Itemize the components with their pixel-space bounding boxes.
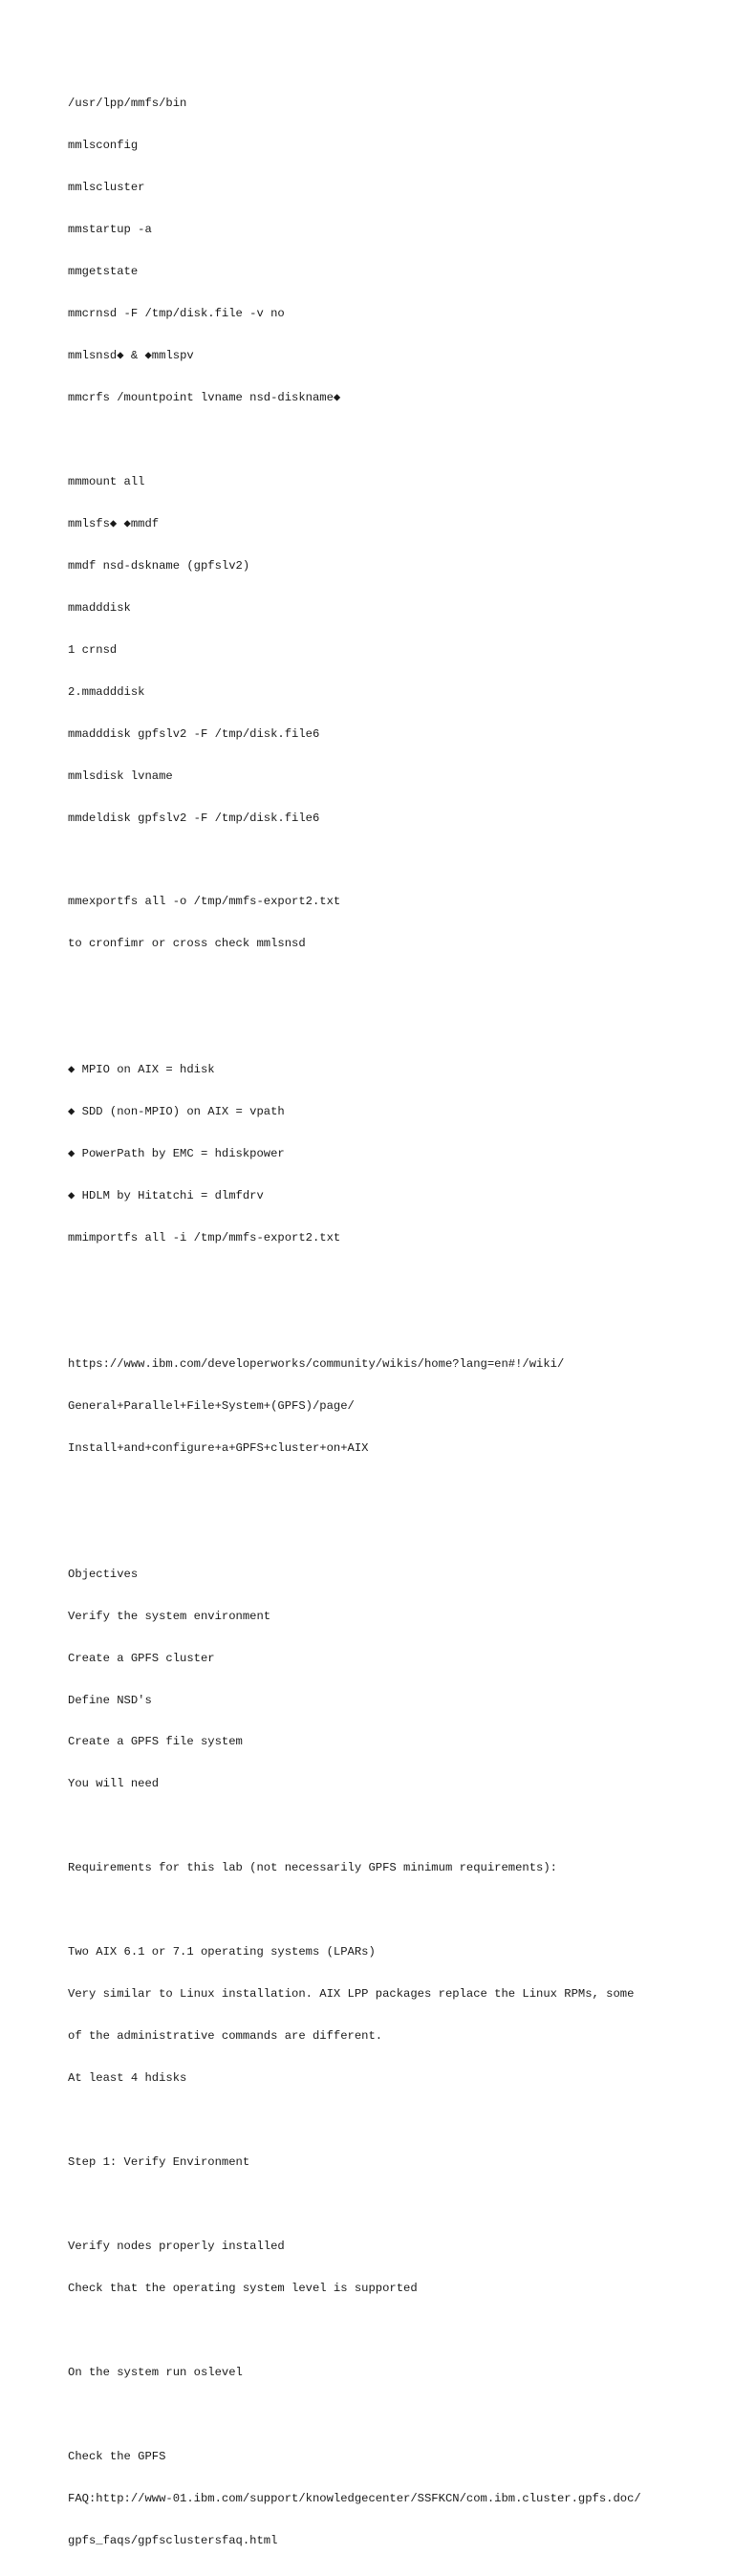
text-line: Create a GPFS cluster [68,1651,215,1665]
text-line: Define NSD's [68,1693,152,1707]
text-line: 2.mmadddisk [68,684,145,699]
text-line: mmlsfs◆ ◆mmdf [68,516,160,530]
blank-line [68,2324,699,2338]
text-line: mmlsdisk lvname [68,768,173,783]
text-line: Requirements for this lab (not necessarily GPFS minimum requirements): [68,1861,557,1875]
text-line: ◆ HDLM by Hitatchi = dlmfdrv [68,1189,264,1203]
url-line: General+Parallel+File+System+(GPFS)/page/ [68,1398,355,1413]
text-line: On the system run oslevel [68,2365,243,2379]
text-line: mmcrfs /mountpoint lvname nsd-diskname◆ [68,390,341,404]
text-line: mmexportfs all -o /tmp/mmfs-export2.txt [68,895,341,909]
text-line: Very similar to Linux installation. AIX LPP packages replace the Linux RPMs, some [68,1987,635,2002]
blank-line [68,853,699,867]
text-line: mmgetstate [68,265,139,279]
blank-line [68,2408,699,2422]
blank-line [68,2197,699,2212]
blank-line [68,1021,699,1035]
text-line: mmdeldisk gpfslv2 -F /tmp/disk.file6 [68,811,320,825]
text-line: ◆ SDD (non-MPIO) on AIX = vpath [68,1105,285,1119]
text-line: mmmount all [68,474,145,488]
text-line: of the administrative commands are different. [68,2029,383,2044]
url-line: https://www.ibm.com/developerworks/community/wikis/home?lang=en#!/wiki/ [68,1356,565,1371]
text-line: mmlscluster [68,181,145,195]
text-line: Verify nodes properly installed [68,2239,285,2253]
url-line: FAQ:http://www-01.ibm.com/support/knowledgecenter/SSFKCN/com.ibm.cluster.gpfs.doc/ [68,2491,641,2505]
blank-line [68,1903,699,1917]
blank-line [68,1526,699,1540]
text-line: mmlsconfig [68,139,139,153]
text-line: Step 1: Verify Environment [68,2155,250,2170]
text-line: mmadddisk [68,600,131,615]
text-line: Check that the operating system level is supported [68,2281,418,2295]
text-line: Check the GPFS [68,2449,166,2463]
text-line: ◆ PowerPath by EMC = hdiskpower [68,1147,285,1161]
text-line: At least 4 hdisks [68,2071,187,2086]
blank-line [68,1315,699,1330]
blank-line [68,2113,699,2128]
text-line: 1 crnsd [68,642,118,657]
text-line: mmlsnsd◆ & ◆mmlspv [68,349,194,363]
url-line: gpfs_faqs/gpfsclustersfaq.html [68,2533,278,2547]
text-line: Verify the system environment [68,1609,271,1623]
text-line: to cronfimr or cross check mmlsnsd [68,937,306,951]
document-text [68,69,699,2576]
text-line: You will need [68,1777,160,1791]
text-line: Objectives [68,1567,139,1581]
text-line: mmcrnsd -F /tmp/disk.file -v no [68,307,285,321]
blank-line [68,1273,699,1288]
text-line: Two AIX 6.1 or 7.1 operating systems (LPARs) [68,1945,376,1959]
text-line: /usr/lpp/mmfs/bin [68,97,187,111]
text-line: mmadddisk gpfslv2 -F /tmp/disk.file6 [68,726,320,741]
text-line: mmstartup -a [68,223,152,237]
blank-line [68,433,699,447]
blank-line [68,979,699,993]
blank-line [68,1819,699,1833]
text-line: mmdf nsd-dskname (gpfslv2) [68,558,250,573]
blank-line [68,1483,699,1498]
text-line: mmimportfs all -i /tmp/mmfs-export2.txt [68,1231,341,1245]
url-line: Install+and+configure+a+GPFS+cluster+on+AIX [68,1440,369,1455]
text-line: Create a GPFS file system [68,1735,243,1749]
text-line: ◆ MPIO on AIX = hdisk [68,1063,215,1077]
